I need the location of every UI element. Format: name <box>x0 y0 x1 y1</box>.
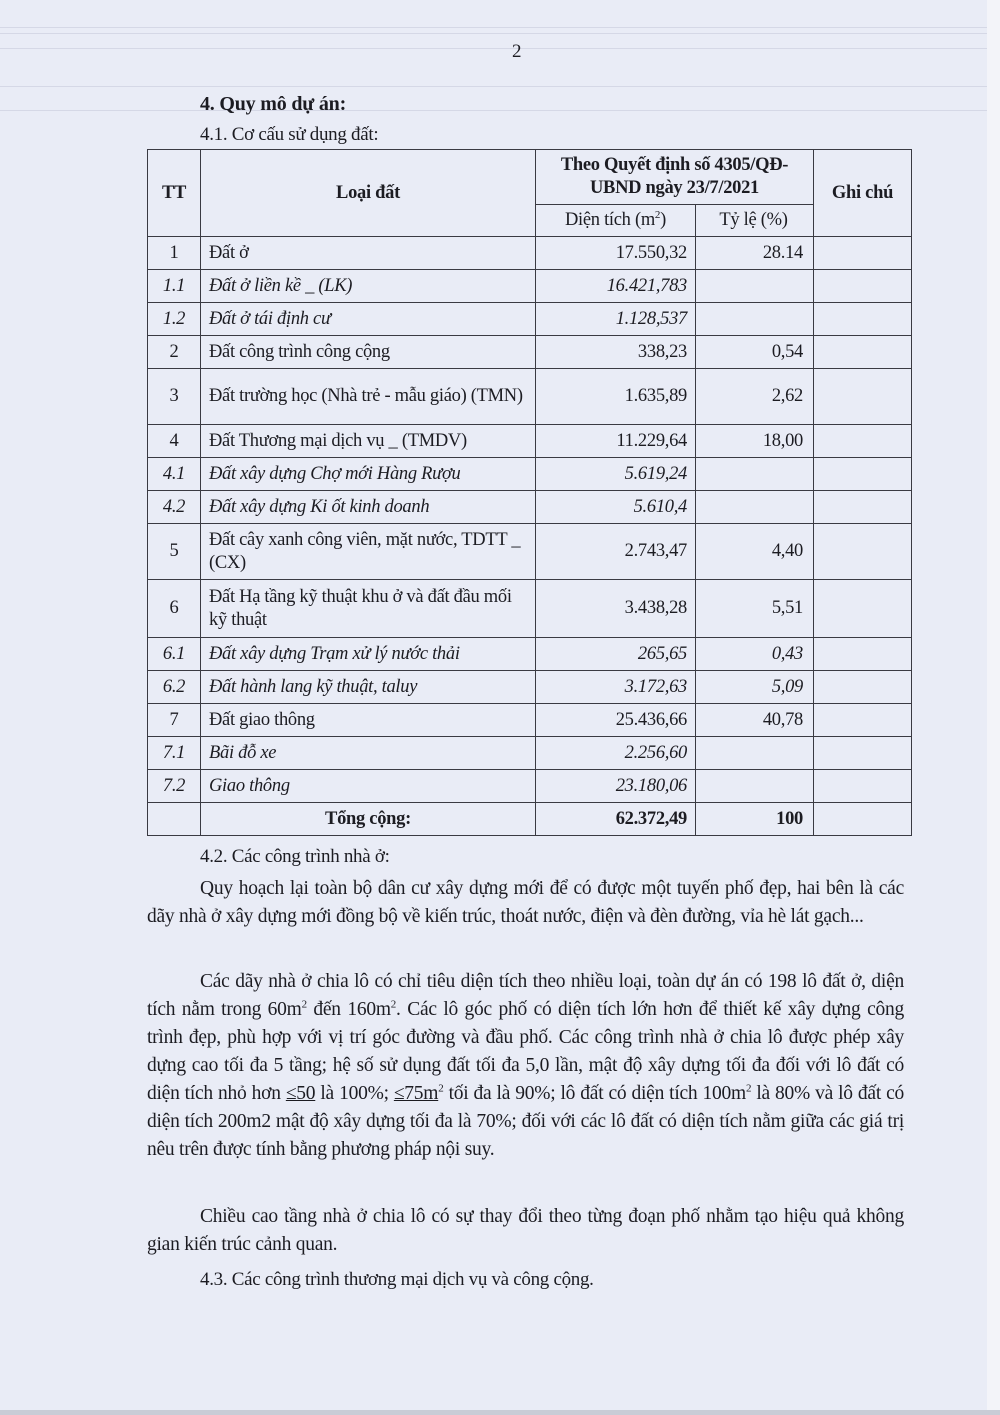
cell-note <box>814 369 912 425</box>
cell-area: 23.180,06 <box>536 770 696 803</box>
cell-tt: 4.2 <box>148 491 201 524</box>
text-run: Các dãy nhà ở chia lô có chỉ tiêu diện tích theo nhiều loại, toàn dự án có 198 lô đất ở, diện tích nằm trong 60m <box>147 971 904 1020</box>
total-tt <box>148 803 201 836</box>
cell-note <box>814 270 912 303</box>
cell-note <box>814 491 912 524</box>
paragraph-2 <box>147 968 904 1164</box>
text-run: đến 160m <box>306 999 391 1020</box>
page-number: 2 <box>512 41 522 62</box>
scan-bleed-line <box>0 33 987 34</box>
cell-area: 265,65 <box>536 638 696 671</box>
scan-bleed-line <box>0 110 987 111</box>
cell-land-type: Đất Hạ tầng kỹ thuật khu ở và đất đầu mối kỹ thuật <box>201 580 536 638</box>
cell-area: 5.610,4 <box>536 491 696 524</box>
cell-land-type: Giao thông <box>201 770 536 803</box>
text-run: tối đa là 90%; lô đất có diện tích 100m <box>443 1083 746 1104</box>
cell-tt: 5 <box>148 524 201 580</box>
table-row <box>148 704 912 737</box>
cell-land-type: Đất công trình công cộng <box>201 336 536 369</box>
table-row <box>148 369 912 425</box>
cell-ratio: 4,40 <box>696 524 814 580</box>
cell-note <box>814 770 912 803</box>
cell-tt: 1.1 <box>148 270 201 303</box>
cell-note <box>814 580 912 638</box>
text-run: là 100%; <box>315 1083 394 1104</box>
cell-ratio <box>696 270 814 303</box>
scan-bleed-line <box>0 48 987 49</box>
cell-ratio <box>696 303 814 336</box>
header-area-close: ) <box>660 210 666 230</box>
table-row <box>148 524 912 580</box>
text-run: là 80% và lô đất có diện tích 200m2 mật độ xây dựng tối đa là 70%; đối với các lô đất có diện tích nằm giữa các giá trị nêu trên được tính bằng phương pháp nội suy. <box>147 1083 905 1160</box>
text-run: . Các lô góc phố có diện tích lớn hơn để thiết kế xây dựng công trình đẹp, phù hợp với vị trí góc đường và đầu phố. Các công trình nhà ở chia lô được phép xây dựng cao tối đa 5 tầng; hệ số sử dụng đất tối đa 5,0 lần, mật độ xây dựng tối đa đối với lô đất có diện tích nhỏ hơn <box>147 999 904 1104</box>
cell-area: 2.256,60 <box>536 737 696 770</box>
cell-ratio <box>696 458 814 491</box>
cell-note <box>814 524 912 580</box>
scan-bleed-line <box>0 27 987 28</box>
table-row <box>148 737 912 770</box>
table-row <box>148 770 912 803</box>
cell-tt: 7.2 <box>148 770 201 803</box>
cell-tt: 7 <box>148 704 201 737</box>
cell-note <box>814 237 912 270</box>
table-row <box>148 237 912 270</box>
paragraph-1: Quy hoạch lại toàn bộ dân cư xây dựng mới để có được một tuyến phố đẹp, hai bên là các dãy nhà ở xây dựng mới đồng bộ về kiến trúc, thoát nước, điện và đèn đường, vỉa hè lát gạch... <box>147 878 904 927</box>
cell-tt: 6.2 <box>148 671 201 704</box>
cell-ratio: 40,78 <box>696 704 814 737</box>
cell-area: 338,23 <box>536 336 696 369</box>
cell-ratio: 5,09 <box>696 671 814 704</box>
cell-land-type: Đất hành lang kỹ thuật, taluy <box>201 671 536 704</box>
cell-ratio: 18,00 <box>696 425 814 458</box>
cell-land-type: Đất ở <box>201 237 536 270</box>
header-tt: TT <box>148 150 201 237</box>
cell-note <box>814 336 912 369</box>
cell-area: 11.229,64 <box>536 425 696 458</box>
superscript: 2 <box>438 1082 444 1095</box>
cell-ratio: 0,43 <box>696 638 814 671</box>
cell-note <box>814 638 912 671</box>
superscript: 2 <box>301 998 307 1011</box>
total-note <box>814 803 912 836</box>
cell-ratio <box>696 491 814 524</box>
cell-land-type: Đất giao thông <box>201 704 536 737</box>
cell-area: 3.172,63 <box>536 671 696 704</box>
table-row <box>148 336 912 369</box>
cell-area: 17.550,32 <box>536 237 696 270</box>
table-row <box>148 425 912 458</box>
cell-note <box>814 425 912 458</box>
cell-land-type: Đất cây xanh công viên, mặt nước, TDTT _ (CX) <box>201 524 536 580</box>
cell-land-type: Đất xây dựng Ki ốt kinh doanh <box>201 491 536 524</box>
cell-note <box>814 704 912 737</box>
cell-ratio <box>696 737 814 770</box>
total-area: 62.372,49 <box>536 803 696 836</box>
scan-bleed-line <box>0 86 987 87</box>
cell-land-type: Đất Thương mại dịch vụ _ (TMDV) <box>201 425 536 458</box>
cell-note <box>814 303 912 336</box>
cell-tt: 1.2 <box>148 303 201 336</box>
scan-edge <box>987 0 1000 1415</box>
paragraph-lots <box>147 968 904 1164</box>
paragraph-3: Chiều cao tầng nhà ở chia lô có sự thay đổi theo từng đoạn phố nhằm tạo hiệu quả không gian kiến trúc cảnh quan. <box>147 1206 904 1255</box>
cell-land-type: Đất ở liền kề _ (LK) <box>201 270 536 303</box>
cell-area: 16.421,783 <box>536 270 696 303</box>
paragraph-housing-plan <box>147 875 904 931</box>
total-label: Tổng cộng: <box>201 803 536 836</box>
subsection-housing: 4.2. Các công trình nhà ở: <box>200 846 390 867</box>
header-area-sup: 2 <box>654 208 661 221</box>
cell-ratio: 28.14 <box>696 237 814 270</box>
header-land-type: Loại đất <box>201 150 536 237</box>
table-row <box>148 580 912 638</box>
subsection-commercial: 4.3. Các công trình thương mại dịch vụ và công cộng. <box>200 1269 594 1290</box>
cell-note <box>814 671 912 704</box>
header-area <box>536 205 696 237</box>
table-row <box>148 270 912 303</box>
superscript: 2 <box>390 998 397 1011</box>
table-body <box>148 237 912 836</box>
superscript: 2 <box>745 1082 752 1095</box>
cell-tt: 1 <box>148 237 201 270</box>
cell-ratio: 2,62 <box>696 369 814 425</box>
section-title: 4. Quy mô dự án: <box>200 93 347 115</box>
text-run: ≤50 <box>285 1083 316 1104</box>
table-row <box>148 671 912 704</box>
cell-area: 2.743,47 <box>536 524 696 580</box>
cell-tt: 4.1 <box>148 458 201 491</box>
paragraph-heights <box>147 1203 904 1259</box>
cell-ratio <box>696 770 814 803</box>
header-area-label: Diện tích (m <box>565 210 655 230</box>
header-decision-line2: UBND ngày 23/7/2021 <box>589 178 760 198</box>
cell-land-type: Bãi đỗ xe <box>201 737 536 770</box>
table-row <box>148 491 912 524</box>
table-row <box>148 458 912 491</box>
cell-area: 3.438,28 <box>536 580 696 638</box>
cell-area: 1.635,89 <box>536 369 696 425</box>
cell-tt: 6.1 <box>148 638 201 671</box>
cell-note <box>814 737 912 770</box>
header-note: Ghi chú <box>814 150 912 237</box>
cell-tt: 7.1 <box>148 737 201 770</box>
cell-note <box>814 458 912 491</box>
text-run: ≤75m <box>393 1083 439 1104</box>
total-ratio: 100 <box>696 803 814 836</box>
land-use-table <box>147 149 912 836</box>
cell-ratio: 0,54 <box>696 336 814 369</box>
cell-tt: 2 <box>148 336 201 369</box>
cell-area: 5.619,24 <box>536 458 696 491</box>
table-row <box>148 638 912 671</box>
cell-tt: 3 <box>148 369 201 425</box>
cell-tt: 6 <box>148 580 201 638</box>
scan-bottom-edge <box>0 1410 1000 1415</box>
table-total-row <box>148 803 912 836</box>
cell-area: 25.436,66 <box>536 704 696 737</box>
cell-area: 1.128,537 <box>536 303 696 336</box>
cell-land-type: Đất xây dựng Chợ mới Hàng Rượu <box>201 458 536 491</box>
subsection-land-use: 4.1. Cơ cấu sử dụng đất: <box>200 124 379 145</box>
header-decision-line1: Theo Quyết định số 4305/QĐ- <box>560 155 789 175</box>
header-ratio: Tỷ lệ (%) <box>696 205 814 237</box>
table-row <box>148 303 912 336</box>
cell-land-type: Đất trường học (Nhà trẻ - mẫu giáo) (TMN) <box>201 369 536 425</box>
cell-land-type: Đất ở tái định cư <box>201 303 536 336</box>
header-decision <box>536 150 814 205</box>
cell-tt: 4 <box>148 425 201 458</box>
cell-ratio: 5,51 <box>696 580 814 638</box>
cell-land-type: Đất xây dựng Trạm xử lý nước thải <box>201 638 536 671</box>
